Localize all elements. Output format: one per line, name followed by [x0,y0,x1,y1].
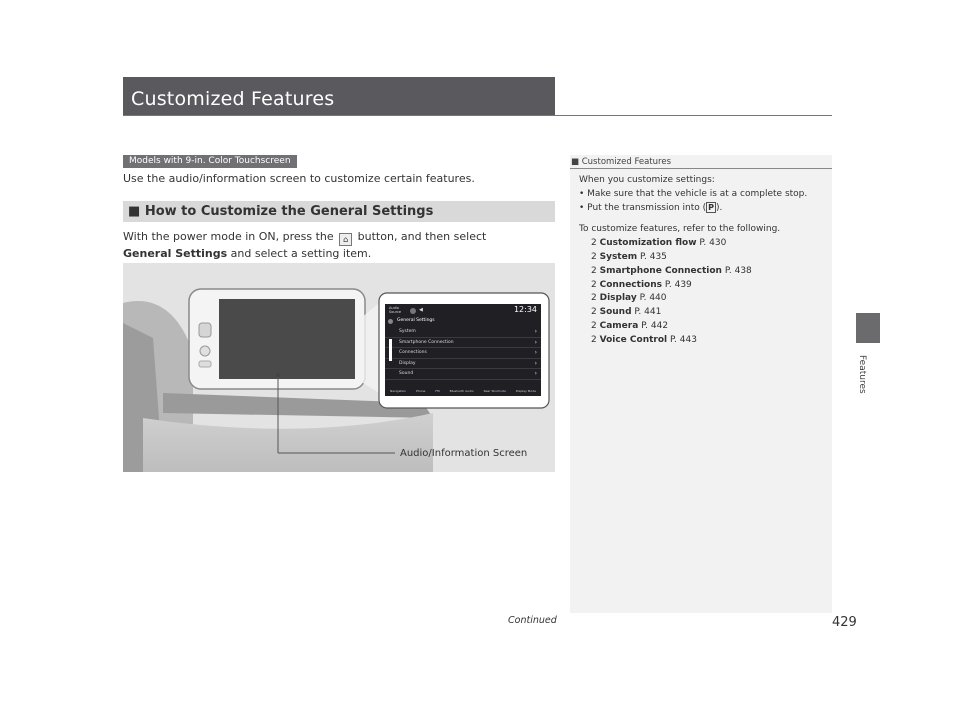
nav-navigation[interactable]: Navigation [389,389,407,393]
menu-item-smartphone-connection[interactable]: Smartphone Connection › [385,338,541,349]
instruction-part3: and select a setting item. [230,247,372,260]
header-rule [123,115,832,116]
audio-source-icon[interactable] [410,308,416,314]
menu-item-connections[interactable]: Connections › [385,348,541,359]
scroll-indicator[interactable] [389,339,392,361]
figure-caption: Audio/Information Screen [400,448,528,459]
nav-rear-shortcuts[interactable]: Rear Shortcuts [483,389,506,393]
instruction-part2: button, and then select [357,230,487,243]
screen-bottom-bar [385,386,541,396]
sidebar-p1: When you customize settings: [579,175,715,185]
dashboard-figure [123,263,555,472]
ref-link[interactable]: 2 Customization flow P. 430 [591,238,727,249]
sidebar-body [579,174,827,348]
note-icon: ■ [571,157,580,167]
menu-item-sound[interactable]: Sound › [385,369,541,380]
back-icon[interactable] [388,319,393,324]
sidebar-bullet: • Put the transmission into ( P ). [579,202,723,213]
page-number: 429 [832,615,857,630]
audio-source-label[interactable]: Audio Source [389,306,402,314]
ref-link[interactable]: 2 System P. 435 [591,251,667,262]
ref-link[interactable]: 2 Display P. 440 [591,293,667,304]
chevron-right-icon: › [534,328,537,335]
menu-item-system[interactable]: System › [385,327,541,338]
instruction-bold: General Settings [123,247,228,260]
chevron-right-icon: › [534,359,537,367]
ref-link[interactable]: 2 Sound P. 441 [591,307,662,318]
nav-display-mode[interactable]: Display Mode [515,389,536,393]
touchscreen-content [385,304,541,396]
sidebar-heading [571,157,671,167]
chevron-right-icon: › [534,349,537,356]
sidebar-heading-text: Customized Features [581,157,671,167]
section-tab [856,313,880,343]
page-title: Customized Features [131,88,335,110]
continued-label: Continued [508,615,557,626]
ref-link[interactable]: 2 Connections P. 439 [591,279,692,290]
intro-text: Use the audio/information screen to customize certain features. [123,172,475,185]
instruction-part1: With the power mode in ON, press the [123,230,334,243]
ref-link[interactable]: 2 Smartphone Connection P. 438 [591,265,752,276]
chevron-right-icon: › [534,370,537,377]
screen-title: General Settings [397,318,435,323]
home-icon: ⌂ [339,233,352,246]
settings-menu [385,327,541,380]
clock: 12:34 [513,305,537,314]
sidebar-rule [570,168,832,169]
subsection-heading-text: How to Customize the General Settings [144,204,434,219]
ref-link[interactable]: 2 Voice Control P. 443 [591,334,697,345]
subsection-heading [128,204,433,219]
model-badge: Models with 9-in. Color Touchscreen [123,155,297,168]
nav-bluetooth-audio[interactable]: Bluetooth Audio [449,389,474,393]
ref-link[interactable]: 2 Camera P. 442 [591,320,669,331]
instruction-paragraph [123,229,533,262]
volume-icon[interactable]: ◀ [419,307,423,313]
section-tab-label: Features [857,355,867,394]
nav-fm[interactable]: FM [435,389,440,393]
gear-p-key: P [708,202,715,212]
chevron-right-icon: › [534,338,537,346]
menu-item-display[interactable]: Display › [385,359,541,370]
sidebar-p2: To customize features, refer to the following. [579,224,781,235]
sidebar-bullet: • Make sure that the vehicle is at a complete stop. [579,188,808,199]
square-bullet-icon: ■ [128,204,141,219]
nav-phone[interactable]: Phone [416,389,426,393]
